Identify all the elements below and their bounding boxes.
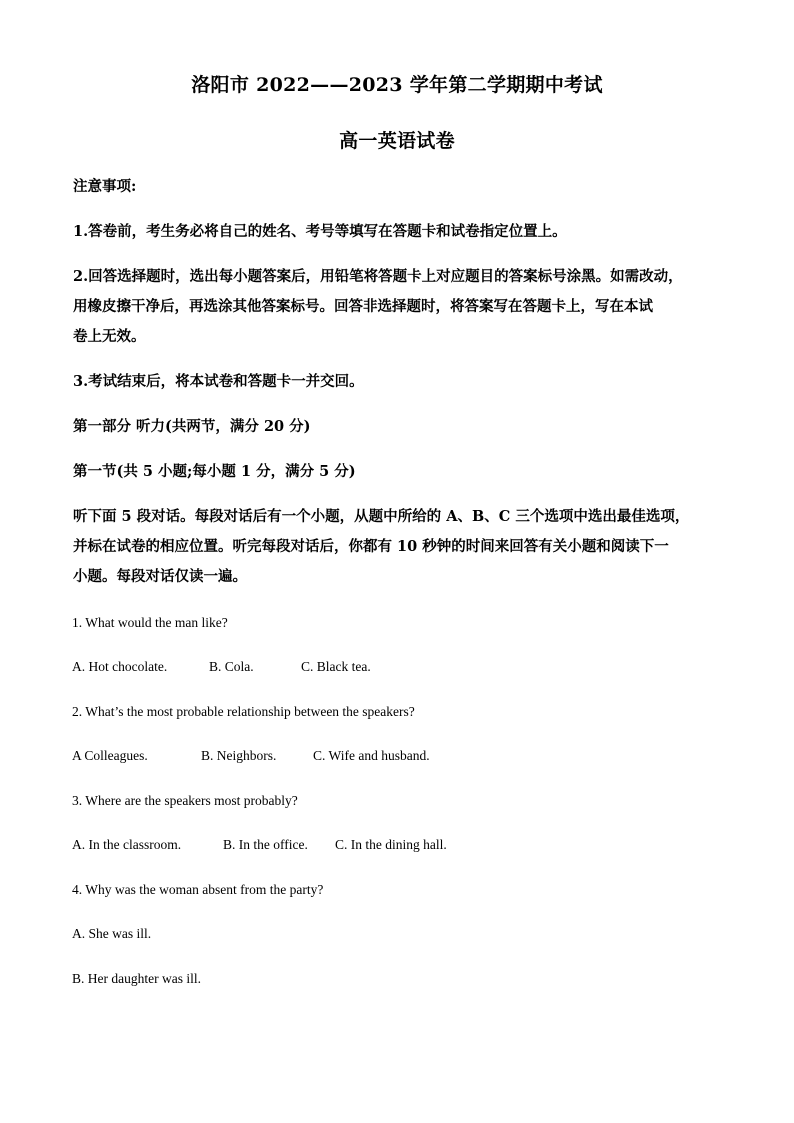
question-4-option-b: B. Her daughter was ill. <box>72 971 201 986</box>
note-item-1: 1.答卷前，考生务必将自己的姓名、考号等填写在答题卡和试卷指定位置上。 <box>73 223 567 240</box>
instructions-line-1: 听下面 5 段对话。每段对话后有一个小题，从题中所给的 A、B、C 三个选项中选出最佳选项， <box>73 508 690 525</box>
question-2-option-c: C. Wife and husband. <box>313 748 430 763</box>
note-item-2-line-1: 2.回答选择题时，选出每小题答案后，用铅笔将答题卡上对应题目的答案标号涂黑。如需改动， <box>73 268 683 285</box>
exam-subtitle: 高一英语试卷 <box>339 130 455 152</box>
question-3-stem: 3. Where are the speakers most probably? <box>72 793 298 808</box>
instructions-line-2: 并标在试卷的相应位置。听完每段对话后，你都有 10 秒钟的时间来回答有关小题和阅读下一 <box>73 538 669 555</box>
note-item-2-line-2: 用橡皮擦干净后，再选涂其他答案标号。回答非选择题时，将答案写在答题卡上，写在本试 <box>73 298 653 315</box>
question-2-stem: 2. What’s the most probable relationship between the speakers? <box>72 704 415 719</box>
instructions-line-3: 小题。每段对话仅读一遍。 <box>73 568 247 585</box>
note-item-3: 3.考试结束后，将本试卷和答题卡一并交回。 <box>73 373 364 390</box>
question-3-option-a: A. In the classroom. <box>72 837 182 852</box>
notes-heading: 注意事项: <box>73 178 137 195</box>
note-item-2-line-3: 卷上无效。 <box>73 328 146 345</box>
question-3-option-c: C. In the dining hall. <box>335 837 447 852</box>
question-3-option-b: B. In the office. <box>223 837 308 852</box>
part-1-heading: 第一部分 听力(共两节，满分 20 分) <box>73 418 311 435</box>
question-1-stem: 1. What would the man like? <box>72 615 228 630</box>
question-4-option-a: A. She was ill. <box>72 926 152 941</box>
question-2-option-b: B. Neighbors. <box>201 748 277 763</box>
exam-title: 洛阳市 2022——2023 学年第二学期期中考试 <box>191 74 603 96</box>
question-4-stem: 4. Why was the woman absent from the party? <box>72 882 324 897</box>
section-1-heading: 第一节(共 5 小题;每小题 1 分，满分 5 分) <box>73 463 356 480</box>
question-1-option-b: B. Cola. <box>209 659 254 674</box>
question-2-option-a: A Colleagues. <box>72 748 148 763</box>
question-1-option-c: C. Black tea. <box>301 659 371 674</box>
question-1-option-a: A. Hot chocolate. <box>72 659 168 674</box>
